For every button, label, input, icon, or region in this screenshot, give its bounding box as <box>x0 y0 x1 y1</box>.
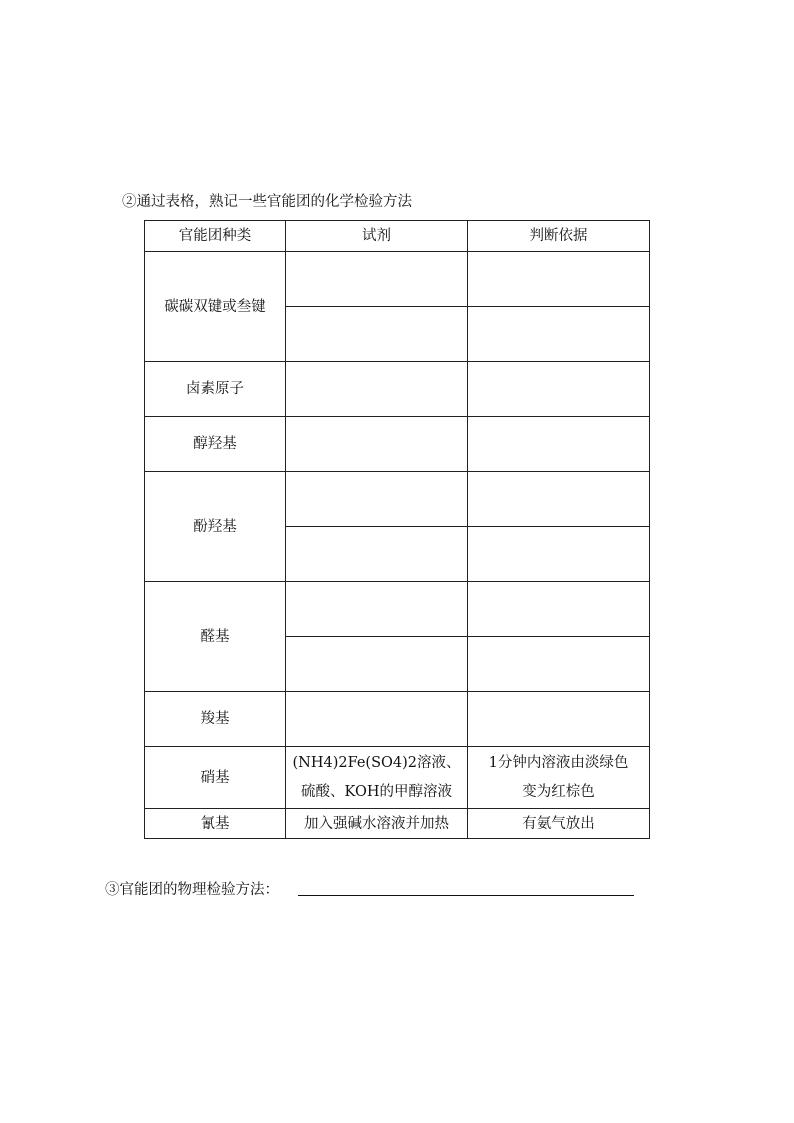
group-name-cell: 羧基 <box>145 692 286 747</box>
reagent-cell <box>286 472 468 527</box>
header-basis: 判断依据 <box>468 221 650 252</box>
basis-cell <box>468 362 650 417</box>
basis-cell <box>468 637 650 692</box>
basis-cell <box>468 307 650 362</box>
group-name-cell: 醛基 <box>145 582 286 692</box>
header-reagent: 试剂 <box>286 221 468 252</box>
answer-blank-line[interactable] <box>298 895 634 896</box>
reagent-cell: 加入强碱水溶液并加热 <box>286 809 468 839</box>
group-name-cell: 碳碳双键或叁键 <box>145 252 286 362</box>
table-row <box>145 252 650 307</box>
reagent-cell <box>286 307 468 362</box>
group-name-cell: 卤素原子 <box>145 362 286 417</box>
physical-method-label: ③官能团的物理检验方法： <box>105 882 279 898</box>
reagent-cell <box>286 417 468 472</box>
table-row <box>145 809 650 839</box>
table-row <box>145 417 650 472</box>
reagent-cell <box>286 692 468 747</box>
reagent-cell <box>286 362 468 417</box>
basis-cell <box>468 417 650 472</box>
basis-cell <box>468 472 650 527</box>
reagent-cell <box>286 747 468 809</box>
basis-cell: 有氨气放出 <box>468 809 650 839</box>
basis-cell <box>468 692 650 747</box>
section-intro: ②通过表格，熟记一些官能团的化学检验方法 <box>122 194 412 210</box>
basis-cell <box>468 582 650 637</box>
group-name-cell: 氰基 <box>145 809 286 839</box>
table-row <box>145 362 650 417</box>
group-name-cell: 硝基 <box>145 747 286 809</box>
header-group-type: 官能团种类 <box>145 221 286 252</box>
table-header-row <box>145 221 650 252</box>
reagent-cell <box>286 637 468 692</box>
table-row <box>145 472 650 527</box>
basis-cell <box>468 747 650 809</box>
reagent-line: 硫酸、KOH的甲醇溶液 <box>301 783 452 800</box>
basis-cell <box>468 252 650 307</box>
reagent-cell <box>286 252 468 307</box>
reagent-cell <box>286 582 468 637</box>
basis-cell <box>468 527 650 582</box>
functional-group-table <box>144 220 650 839</box>
reagent-line: (NH4)2Fe(SO4)2溶液、 <box>292 754 461 771</box>
table-row <box>145 692 650 747</box>
group-name-cell: 酚羟基 <box>145 472 286 582</box>
basis-line: 变为红棕色 <box>522 783 595 800</box>
table-row <box>145 582 650 637</box>
basis-line: 1分钟内溶液由淡绿色 <box>488 754 629 771</box>
reagent-cell <box>286 527 468 582</box>
group-name-cell: 醇羟基 <box>145 417 286 472</box>
table-row <box>145 747 650 809</box>
